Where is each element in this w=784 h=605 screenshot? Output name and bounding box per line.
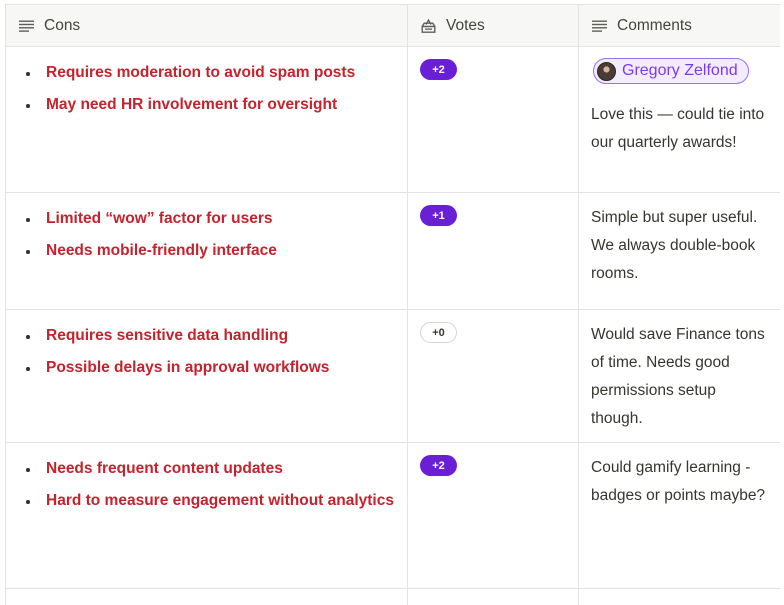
con-item: Possible delays in approval workflows bbox=[24, 354, 394, 382]
column-header-cons[interactable] bbox=[19, 5, 80, 46]
table-row bbox=[6, 443, 780, 589]
column-header-cons-label: Cons bbox=[44, 16, 81, 34]
table-row bbox=[6, 47, 780, 193]
avatar bbox=[597, 62, 616, 81]
comment-text[interactable]: Simple but super useful. We always double-book rooms. bbox=[591, 209, 758, 282]
table-row bbox=[6, 193, 780, 310]
mention-name: Gregory Zelfond bbox=[622, 62, 738, 79]
ballot-box-icon bbox=[421, 19, 436, 33]
text-lines-icon bbox=[592, 20, 607, 32]
con-item: Needs mobile-friendly interface bbox=[24, 237, 394, 265]
cons-list bbox=[24, 59, 394, 123]
column-header-comments-label: Comments bbox=[617, 16, 692, 34]
comment-text[interactable]: Love this — could tie into our quarterly awards! bbox=[591, 106, 765, 151]
cons-votes-comments-table bbox=[5, 4, 780, 605]
cons-list bbox=[24, 205, 394, 269]
vote-badge[interactable]: +2 bbox=[420, 59, 457, 80]
con-item: Needs frequent content updates bbox=[24, 455, 394, 483]
column-header-votes-label: Votes bbox=[446, 16, 485, 34]
column-header-votes[interactable] bbox=[421, 5, 485, 46]
con-item: Limited “wow” factor for users bbox=[24, 205, 394, 233]
table-row bbox=[6, 310, 780, 443]
con-item: Requires sensitive data handling bbox=[24, 322, 394, 350]
con-item: Hard to measure engagement without analytics bbox=[24, 487, 394, 515]
cons-list bbox=[24, 455, 394, 519]
cons-list bbox=[24, 322, 394, 386]
column-header-comments[interactable] bbox=[592, 5, 692, 46]
column-divider[interactable] bbox=[407, 5, 408, 605]
con-item: May need HR involvement for oversight bbox=[24, 91, 394, 119]
comment-text[interactable]: Could gamify learning - badges or points maybe? bbox=[591, 459, 766, 504]
column-divider[interactable] bbox=[578, 5, 579, 605]
table-header bbox=[6, 5, 780, 47]
user-mention-chip[interactable] bbox=[593, 58, 749, 84]
vote-badge[interactable]: +0 bbox=[420, 322, 457, 343]
vote-badge[interactable]: +1 bbox=[420, 205, 457, 226]
vote-badge[interactable]: +2 bbox=[420, 455, 457, 476]
con-item: Requires moderation to avoid spam posts bbox=[24, 59, 394, 87]
text-lines-icon bbox=[19, 20, 34, 32]
comment-text[interactable]: Would save Finance tons of time. Needs good permissions setup though. bbox=[591, 326, 765, 427]
